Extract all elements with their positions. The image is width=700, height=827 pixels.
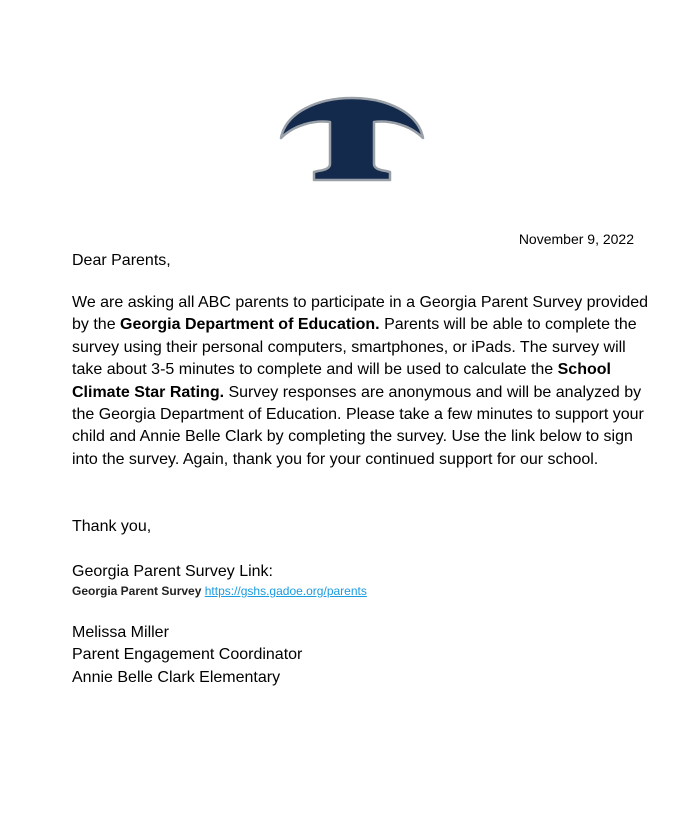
paragraph-bold-rating: School Climate Star Rating. xyxy=(72,361,611,401)
survey-link-label: Georgia Parent Survey xyxy=(72,584,202,598)
paragraph-text-2: Parents will be able to complete the survey using their personal computers, smartphones, or iPads. The survey will take about 3-5 minutes to complete and will be used to calculate the xyxy=(72,316,637,379)
salutation: Dear Parents, xyxy=(72,252,171,269)
signature-name: Melissa Miller xyxy=(72,624,169,641)
signature-title: Parent Engagement Coordinator xyxy=(72,646,303,664)
survey-link[interactable]: https://gshs.gadoe.org/parents xyxy=(204,584,367,598)
paragraph-text-3: Survey responses are anonymous and will be analyzed by the Georgia Department of Education. Please take a few minutes to support your child and Annie Belle Clark by completing the survey. Use the link below to sign into the survey. Again, thank you for your continued support for our school. xyxy=(72,383,644,468)
letter-date: November 9, 2022 xyxy=(518,231,634,247)
main-paragraph xyxy=(72,292,652,471)
survey-link-heading: Georgia Parent Survey Link: xyxy=(72,563,273,580)
signature-block xyxy=(72,622,302,689)
survey-link-line xyxy=(72,584,367,599)
signature-school: Annie Belle Clark Elementary xyxy=(72,668,281,686)
closing: Thank you, xyxy=(72,518,152,535)
paragraph-bold-dept: Georgia Department of Education. xyxy=(120,316,380,334)
paragraph-text-1: We are asking all ABC parents to participate in a Georgia Parent Survey provided by the xyxy=(72,294,649,334)
school-logo-icon xyxy=(278,94,426,182)
school-logo-shape xyxy=(281,98,423,180)
